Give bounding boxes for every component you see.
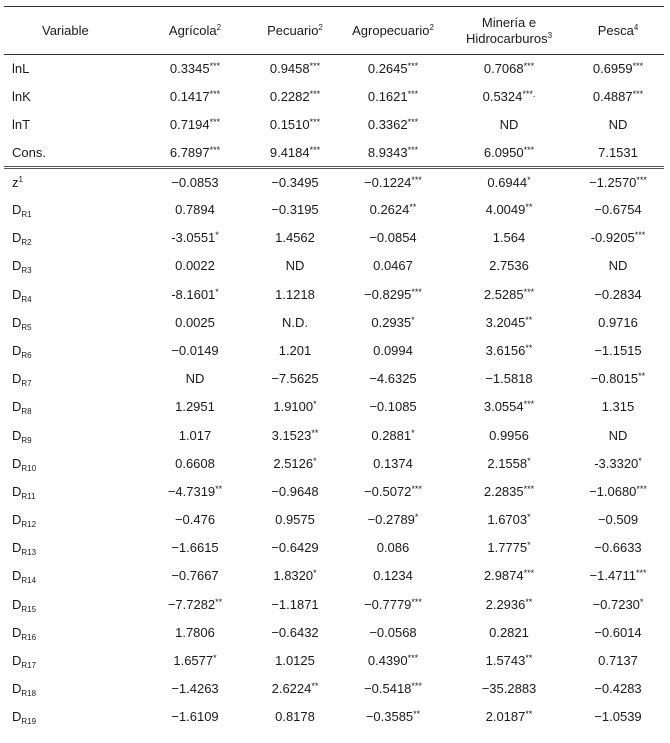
variable-name: $D_{R12}$ bbox=[12, 512, 37, 530]
significance-stars: *** bbox=[309, 117, 321, 128]
variable-name: $D_{R9}$ bbox=[12, 427, 32, 445]
coefficient-cell: −0.6754 bbox=[594, 202, 642, 218]
significance-stars: *** bbox=[209, 144, 221, 155]
coefficient-cell: 0.2935* bbox=[371, 314, 415, 330]
coefficient-cell: −0.4283 bbox=[594, 681, 642, 697]
col-header-agricola: Agrícola$^2$ bbox=[140, 7, 250, 55]
regression-table bbox=[4, 6, 664, 731]
significance-stars: * bbox=[527, 455, 531, 466]
coefficient-cell: 0.6608 bbox=[175, 455, 215, 471]
significance-stars: *** bbox=[407, 653, 419, 664]
significance-stars: * bbox=[411, 427, 415, 438]
coefficient-cell: 0.1621*** bbox=[367, 89, 419, 105]
table-row bbox=[4, 111, 664, 139]
coefficient-cell: 0.9575 bbox=[275, 512, 315, 528]
coefficient-cell: 2.0187** bbox=[485, 709, 533, 725]
coefficient-cell: N.D. bbox=[282, 314, 308, 330]
significance-stars: * bbox=[313, 455, 317, 466]
coefficient-cell: 0.2282*** bbox=[269, 89, 321, 105]
coefficient-cell: 0.7194*** bbox=[169, 117, 221, 133]
coefficient-cell: −0.0854 bbox=[369, 230, 417, 246]
significance-stars: *** bbox=[407, 61, 419, 72]
col-header-agropecuario: Agropecuario$^2$ bbox=[340, 7, 446, 55]
coefficient-cell: −0.3495 bbox=[271, 174, 319, 190]
significance-stars: * bbox=[414, 512, 419, 523]
significance-stars: ** bbox=[525, 653, 533, 664]
coefficient-cell: −1.2570*** bbox=[589, 174, 647, 190]
variable-name: $D_{R7}$ bbox=[12, 371, 32, 389]
significance-stars: *** bbox=[209, 61, 221, 72]
coefficient-cell: 0.0994 bbox=[373, 342, 413, 358]
coefficient-cell: −0.0853 bbox=[171, 174, 219, 190]
coefficient-cell: 1.7775* bbox=[487, 540, 531, 556]
coefficient-cell: 9.4184*** bbox=[250, 139, 340, 167]
significance-stars: ** bbox=[525, 596, 533, 607]
coefficient-cell: ND bbox=[608, 427, 628, 443]
coefficient-cell: 0.7894 bbox=[175, 202, 215, 218]
coefficient-cell: −0.5418*** bbox=[364, 681, 422, 697]
significance-stars: *** bbox=[309, 144, 321, 155]
coefficient-cell: −0.1224*** bbox=[364, 174, 422, 190]
coefficient-cell: 0.2645*** bbox=[367, 61, 419, 77]
coefficient-cell: 4.0049** bbox=[485, 202, 533, 218]
coefficient-cell: −1.0680*** bbox=[589, 483, 647, 499]
coefficient-cell: 1.4562 bbox=[275, 230, 315, 246]
coefficient-cell: 1.9100* bbox=[273, 399, 317, 415]
coefficient-cell: 1.7806 bbox=[175, 624, 215, 640]
table-row bbox=[4, 336, 664, 364]
coefficient-cell: −0.8015** bbox=[590, 371, 646, 387]
coefficient-cell: −0.6633 bbox=[594, 540, 642, 556]
significance-stars: *** bbox=[411, 483, 422, 494]
table-row bbox=[4, 534, 664, 562]
significance-stars: *** bbox=[523, 399, 535, 410]
coefficient-cell: -3.0551* bbox=[171, 230, 219, 246]
coefficient-cell: −1.6615 bbox=[171, 540, 219, 556]
coefficient-cell: 6.7897*** bbox=[140, 139, 250, 167]
coefficient-cell: 2.5126* bbox=[273, 455, 317, 471]
coefficient-cell: −1.6109 bbox=[171, 709, 219, 725]
significance-stars: *** bbox=[407, 89, 419, 100]
variable-name: $D_{R2}$ bbox=[12, 230, 32, 248]
table-row bbox=[4, 562, 664, 590]
coefficient-cell: −1.1515 bbox=[594, 342, 642, 358]
table-row bbox=[4, 365, 664, 393]
coefficient-cell: 0.2881* bbox=[371, 427, 415, 443]
coefficient-cell: 6.0950*** bbox=[446, 139, 572, 167]
significance-stars: ** bbox=[413, 709, 421, 720]
col-header-mineria: Minería e Hidrocarburos$^3$ bbox=[446, 7, 572, 55]
variable-name: $D_{R16}$ bbox=[12, 624, 37, 642]
significance-stars: * bbox=[527, 174, 531, 185]
coefficient-cell: 2.6224** bbox=[271, 681, 319, 697]
coefficient-cell: −0.8295*** bbox=[364, 286, 422, 302]
coefficient-cell: −7.7282** bbox=[167, 596, 223, 612]
coefficient-cell: 0.9956 bbox=[489, 427, 529, 443]
coefficient-cell: −0.3585** bbox=[365, 709, 421, 725]
coefficient-cell: 0.6959*** bbox=[592, 61, 644, 77]
col-header-variable: Variable bbox=[4, 7, 140, 55]
coefficient-cell: 0.1234 bbox=[373, 568, 413, 584]
significance-stars: ***. bbox=[522, 89, 536, 100]
variable-name: $z^1$ bbox=[12, 174, 23, 190]
table-row bbox=[4, 224, 664, 252]
coefficient-cell: ND bbox=[608, 258, 628, 274]
coefficient-cell: 0.4390*** bbox=[367, 653, 419, 669]
coefficient-cell: 2.2936** bbox=[485, 596, 533, 612]
variable-name: $D_{R15}$ bbox=[12, 596, 37, 614]
coefficient-cell: 2.2835*** bbox=[483, 483, 535, 499]
coefficient-cell: 1.2951 bbox=[175, 399, 215, 415]
coefficient-cell: −0.509 bbox=[597, 512, 639, 528]
coefficient-cell: 1.564 bbox=[492, 230, 526, 246]
coefficient-cell: 2.5285*** bbox=[483, 286, 535, 302]
variable-name: $D_{R14}$ bbox=[12, 568, 37, 586]
significance-stars: ** bbox=[525, 202, 533, 213]
variable-name: lnL bbox=[12, 61, 30, 77]
table-row bbox=[4, 421, 664, 449]
coefficient-cell: −0.9648 bbox=[271, 483, 319, 499]
significance-stars: *** bbox=[523, 483, 535, 494]
coefficient-cell: 0.9716 bbox=[598, 314, 638, 330]
coefficient-cell: 0.7068*** bbox=[483, 61, 535, 77]
coefficient-cell: −1.0539 bbox=[594, 709, 642, 725]
coefficient-cell: −0.476 bbox=[174, 512, 216, 528]
coefficient-cell: ND bbox=[608, 117, 628, 133]
table-row bbox=[4, 618, 664, 646]
coefficient-cell: −1.4711*** bbox=[589, 568, 647, 584]
coefficient-cell: 3.1523** bbox=[271, 427, 319, 443]
coefficient-cell: 1.1218 bbox=[275, 286, 315, 302]
coefficient-cell: −0.2789* bbox=[367, 512, 419, 528]
table-row bbox=[4, 675, 664, 703]
significance-stars: * bbox=[313, 568, 317, 579]
significance-stars: * bbox=[215, 286, 219, 297]
coefficient-cell: −0.1085 bbox=[369, 399, 417, 415]
significance-stars: *** bbox=[309, 61, 321, 72]
variable-name: $D_{R13}$ bbox=[12, 540, 37, 558]
table-row bbox=[4, 55, 664, 83]
significance-stars: ** bbox=[409, 202, 417, 213]
coefficient-cell: −0.0568 bbox=[369, 624, 417, 640]
variable-name: $D_{R17}$ bbox=[12, 653, 37, 671]
coefficient-cell: 2.1558* bbox=[487, 455, 531, 471]
variable-name: lnK bbox=[12, 89, 31, 105]
significance-stars: ** bbox=[215, 596, 223, 607]
coefficient-cell: 0.3345*** bbox=[169, 61, 221, 77]
table-row bbox=[4, 449, 664, 477]
coefficient-cell: -0.9205*** bbox=[590, 230, 646, 246]
significance-stars: *** bbox=[411, 596, 422, 607]
significance-stars: *** bbox=[523, 286, 535, 297]
coefficient-cell: −1.5818 bbox=[485, 371, 533, 387]
significance-stars: ** bbox=[215, 483, 223, 494]
coefficient-cell: 2.9874*** bbox=[483, 568, 535, 584]
significance-stars: *** bbox=[636, 174, 647, 185]
coefficient-cell: 0.9458*** bbox=[269, 61, 321, 77]
significance-stars: *** bbox=[523, 144, 535, 155]
coefficient-cell: −1.4263 bbox=[171, 681, 219, 697]
coefficient-cell: 0.6944* bbox=[487, 174, 531, 190]
coefficient-cell: 0.086 bbox=[376, 540, 410, 556]
coefficient-cell: 0.8178 bbox=[275, 709, 315, 725]
table-row bbox=[4, 167, 664, 195]
table-row bbox=[4, 139, 664, 167]
coefficient-cell: 2.7536 bbox=[489, 258, 529, 274]
significance-stars: ** bbox=[311, 427, 319, 438]
significance-stars: *** bbox=[309, 89, 321, 100]
significance-stars: ** bbox=[525, 709, 533, 720]
coefficient-cell: 0.0022 bbox=[175, 258, 215, 274]
coefficient-cell: ND bbox=[285, 258, 305, 274]
coefficient-cell: 0.7137 bbox=[598, 653, 638, 669]
coefficient-cell: 1.315 bbox=[601, 399, 635, 415]
coefficient-cell: −0.7667 bbox=[171, 568, 219, 584]
variable-name: $D_{R11}$ bbox=[12, 483, 36, 501]
significance-stars: *** bbox=[407, 144, 419, 155]
coefficient-cell: 3.6156** bbox=[485, 342, 533, 358]
variable-name: Cons. bbox=[4, 139, 140, 167]
variable-name: $D_{R3}$ bbox=[12, 258, 32, 276]
coefficient-cell: −4.6325 bbox=[369, 371, 417, 387]
variable-name: $D_{R1}$ bbox=[12, 202, 32, 220]
significance-stars: *** bbox=[411, 174, 422, 185]
significance-stars: * bbox=[313, 399, 317, 410]
coefficient-cell: 3.2045** bbox=[485, 314, 533, 330]
significance-stars: * bbox=[527, 540, 531, 551]
coefficient-cell: 1.8320* bbox=[273, 568, 317, 584]
significance-stars: * bbox=[411, 314, 415, 325]
coefficient-cell: −35.2883 bbox=[481, 681, 537, 697]
significance-stars: *** bbox=[209, 117, 221, 128]
coefficient-cell: -8.1601* bbox=[171, 286, 219, 302]
variable-name: $D_{R18}$ bbox=[12, 681, 37, 699]
coefficient-cell: 1.0125 bbox=[275, 653, 315, 669]
variable-name: $D_{R6}$ bbox=[12, 342, 32, 360]
table-row bbox=[4, 280, 664, 308]
table-row bbox=[4, 590, 664, 618]
coefficient-cell: −1.1871 bbox=[271, 596, 319, 612]
coefficient-cell: 0.1417*** bbox=[169, 89, 221, 105]
significance-stars: * bbox=[215, 230, 219, 241]
table-row bbox=[4, 646, 664, 674]
significance-stars: *** bbox=[632, 61, 644, 72]
coefficient-cell: −0.6429 bbox=[271, 540, 319, 556]
coefficient-cell: 0.2624** bbox=[369, 202, 417, 218]
variable-name: $D_{R8}$ bbox=[12, 399, 32, 417]
table-row bbox=[4, 308, 664, 336]
coefficient-cell: ND bbox=[499, 117, 519, 133]
coefficient-cell: 0.4887*** bbox=[592, 89, 644, 105]
coefficient-cell: −0.5072*** bbox=[364, 483, 422, 499]
variable-name: $D_{R5}$ bbox=[12, 314, 32, 332]
significance-stars: ** bbox=[311, 681, 319, 692]
variable-name: $D_{R10}$ bbox=[12, 455, 37, 473]
coefficient-cell: 3.0554*** bbox=[483, 399, 535, 415]
significance-stars: ** bbox=[638, 371, 646, 382]
table-row bbox=[4, 83, 664, 111]
significance-stars: *** bbox=[407, 117, 419, 128]
significance-stars: ** bbox=[525, 342, 533, 353]
significance-stars: *** bbox=[523, 61, 535, 72]
coefficient-cell: 1.017 bbox=[178, 427, 212, 443]
table-row bbox=[4, 195, 664, 223]
significance-stars: *** bbox=[411, 681, 422, 692]
coefficient-cell: −0.6014 bbox=[594, 624, 642, 640]
table-row bbox=[4, 506, 664, 534]
coefficient-cell: 0.2821 bbox=[489, 624, 529, 640]
significance-stars: * bbox=[213, 653, 217, 664]
coefficient-cell: 7.1531 bbox=[572, 139, 664, 167]
table-row bbox=[4, 703, 664, 731]
significance-stars: *** bbox=[632, 89, 644, 100]
header-row bbox=[4, 7, 664, 55]
coefficient-cell: 0.3362*** bbox=[367, 117, 419, 133]
coefficient-cell: 0.0467 bbox=[373, 258, 413, 274]
coefficient-cell: 0.1374 bbox=[373, 455, 413, 471]
coefficient-cell: 1.6703* bbox=[487, 512, 531, 528]
significance-stars: * bbox=[638, 455, 642, 466]
significance-stars: *** bbox=[209, 89, 221, 100]
significance-stars: ** bbox=[525, 314, 533, 325]
variable-name: $D_{R4}$ bbox=[12, 286, 32, 304]
coefficient-cell: −0.7230* bbox=[592, 596, 644, 612]
table-row bbox=[4, 393, 664, 421]
variable-name: $D_{R19}$ bbox=[12, 709, 37, 727]
coefficient-cell: −0.6432 bbox=[271, 624, 319, 640]
coefficient-cell: −0.0149 bbox=[171, 342, 219, 358]
significance-stars: *** bbox=[635, 568, 647, 579]
table-row bbox=[4, 252, 664, 280]
col-header-pecuario: Pecuario$^2$ bbox=[250, 7, 340, 55]
coefficient-cell: 1.6577* bbox=[173, 653, 217, 669]
significance-stars: *** bbox=[636, 483, 647, 494]
coefficient-cell: −7.5625 bbox=[271, 371, 319, 387]
coefficient-cell: 1.5743** bbox=[485, 653, 533, 669]
table-body bbox=[4, 55, 664, 732]
coefficient-cell: −0.2834 bbox=[594, 286, 642, 302]
coefficient-cell: 0.5324***. bbox=[482, 89, 536, 105]
coefficient-cell: -3.3320* bbox=[594, 455, 642, 471]
coefficient-cell: ND bbox=[185, 371, 205, 387]
col-header-pesca: Pesca$^4$ bbox=[572, 7, 664, 55]
significance-stars: * bbox=[527, 512, 531, 523]
significance-stars: *** bbox=[411, 286, 422, 297]
coefficient-cell: −0.3195 bbox=[271, 202, 319, 218]
table-row bbox=[4, 477, 664, 505]
coefficient-cell: −4.7319** bbox=[167, 483, 223, 499]
coefficient-cell: 0.1510*** bbox=[269, 117, 321, 133]
significance-stars: *** bbox=[523, 568, 535, 579]
coefficient-cell: 0.0025 bbox=[175, 314, 215, 330]
significance-stars: * bbox=[639, 596, 644, 607]
coefficient-cell: 1.201 bbox=[278, 342, 312, 358]
variable-name: lnT bbox=[12, 117, 31, 133]
coefficient-cell: −0.7779*** bbox=[364, 596, 422, 612]
coefficient-cell: 8.9343*** bbox=[340, 139, 446, 167]
significance-stars: *** bbox=[634, 230, 646, 241]
